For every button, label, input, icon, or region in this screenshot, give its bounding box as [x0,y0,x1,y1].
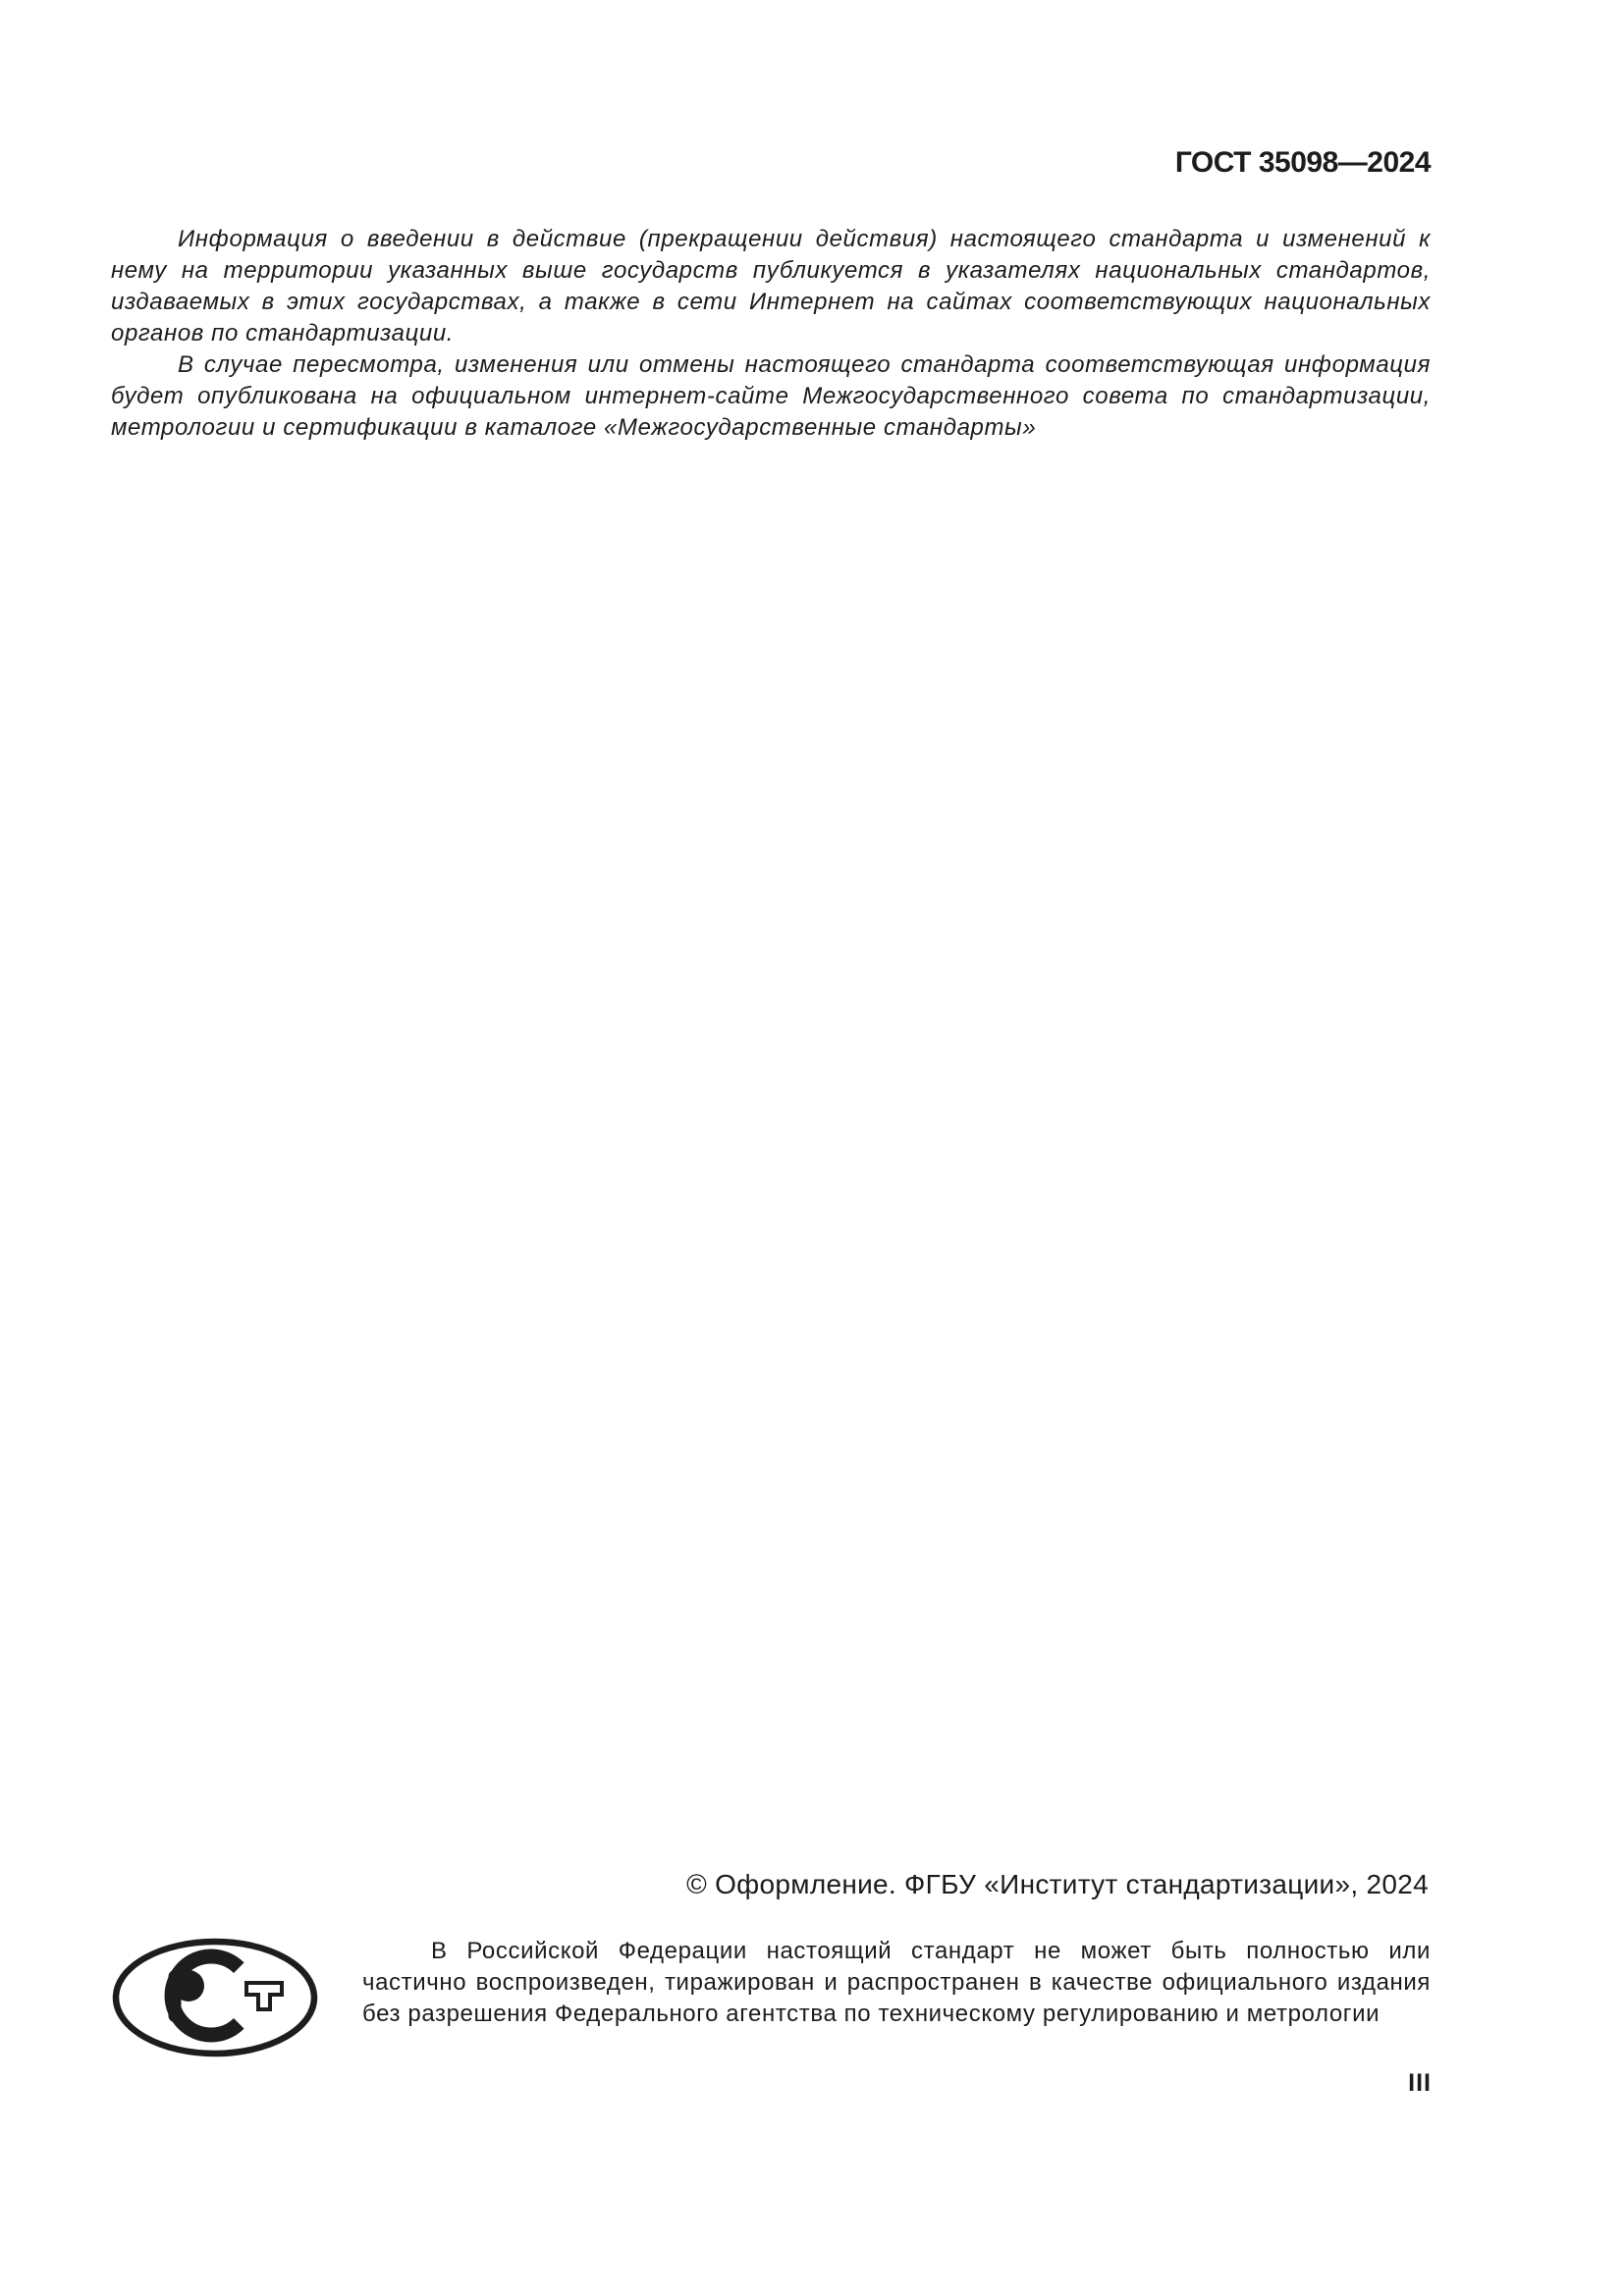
reproduction-restriction-note: В Российской Федерации настоящий стандарт не может быть полностью или частично воспроизведен, тиражирован и распространен в качестве официального издания без разрешения Федерального агентства по техническому регулированию и метрологии [362,1938,1431,2027]
intro-paragraph-availability: Информация о введении в действие (прекращении действия) настоящего стандарта и изменений к нему на территории указанных выше государств публикуется в указателях национальных стандартов, издаваемых в этих государствах, а также в сети Интернет на сайтах соответствующих национальных органов по стандартизации. [111,226,1431,347]
page-number: III [1408,2069,1432,2097]
standard-code: ГОСТ 35098—2024 [1174,146,1431,179]
rosstandart-rst-logo-icon [112,1938,318,2057]
intro-paragraph-revision: В случае пересмотра, изменения или отмены настоящего стандарта соответствующая информация будет опубликована на официальном интернет-сайте Межгосударственного совета по стандартизации, метрологии и сертификации в каталоге «Межгосударственные стандарты» [111,351,1431,441]
logo-letter-r-bowl [173,1970,204,2002]
copyright-line: © Оформление. ФГБУ «Институт стандартизации», 2024 [686,1869,1429,1899]
intro-note [111,224,1431,444]
logo-letter-t [246,1983,282,2009]
